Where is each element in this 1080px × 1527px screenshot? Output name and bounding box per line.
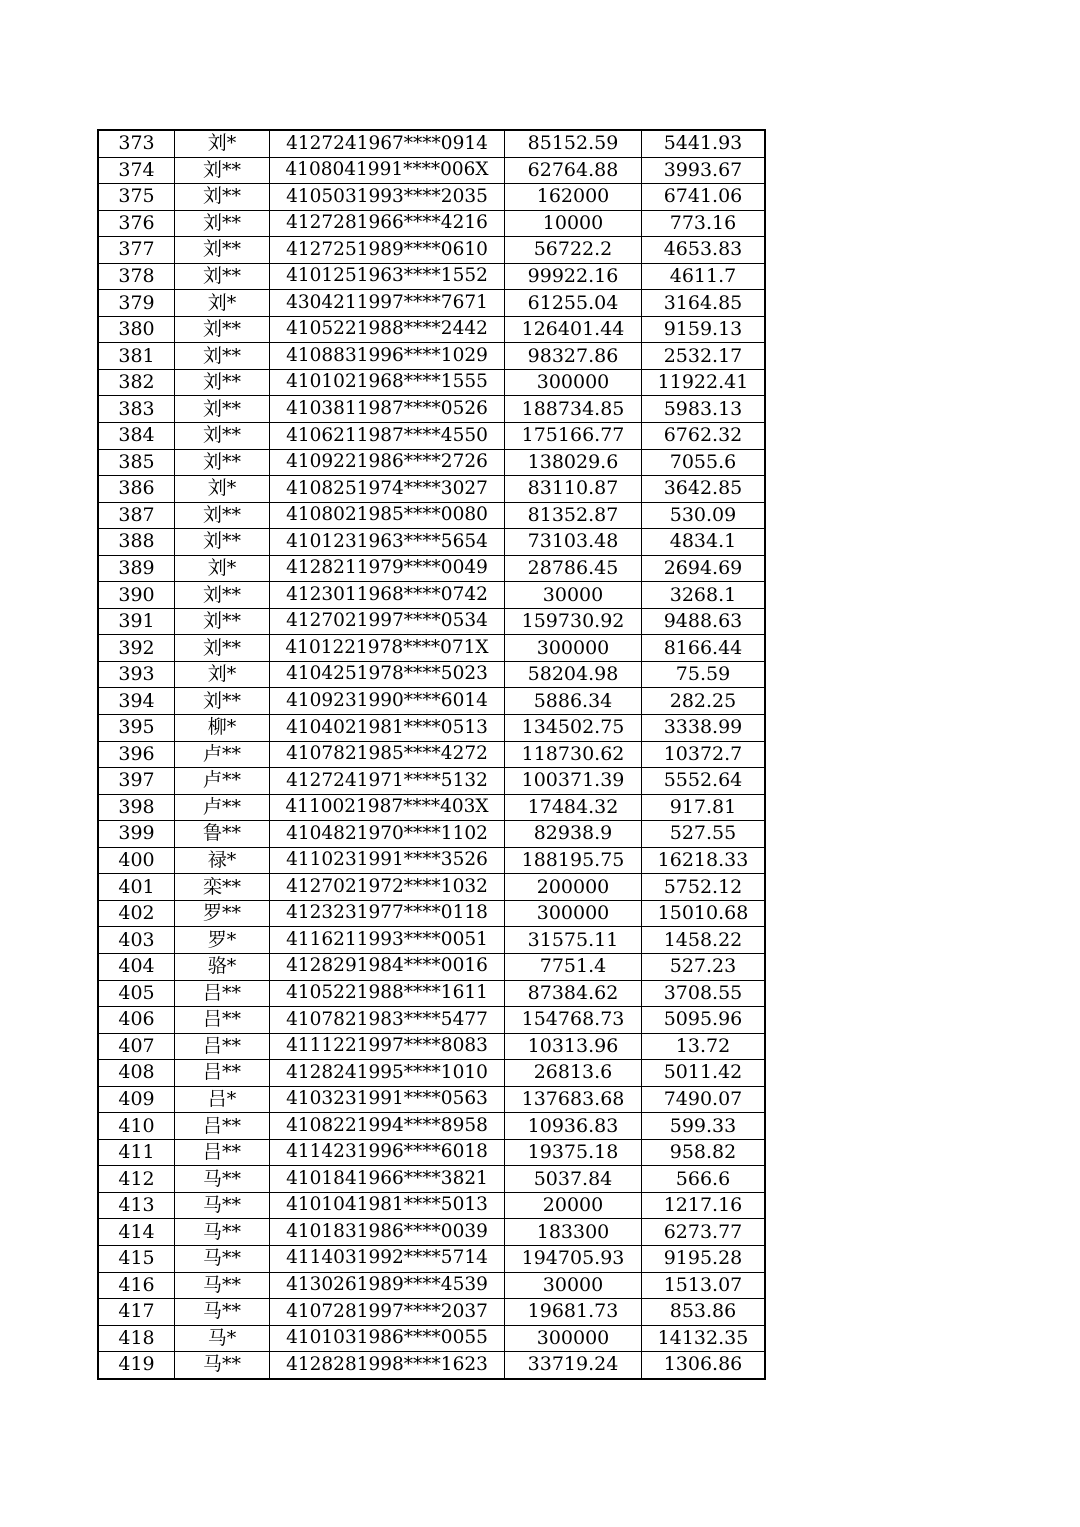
cell-index: 419 [98,1352,175,1379]
cell-value: 1513.07 [642,1272,766,1299]
cell-amount: 100371.39 [505,768,642,795]
table-row [98,1033,765,1060]
cell-index: 415 [98,1245,175,1272]
cell-id-number: 4106211987****4550 [270,423,505,450]
table-row [98,1245,765,1272]
cell-value: 4611.7 [642,263,766,290]
cell-id-number: 4104021981****0513 [270,715,505,742]
table-row [98,927,765,954]
cell-id-number: 4107281997****2037 [270,1299,505,1326]
table-row [98,874,765,901]
cell-value: 5552.64 [642,768,766,795]
cell-value: 75.59 [642,661,766,688]
cell-value: 1306.86 [642,1352,766,1379]
cell-name: 刘** [175,423,270,450]
cell-id-number: 4108221994****8958 [270,1113,505,1140]
cell-index: 386 [98,476,175,503]
table-row [98,130,765,157]
cell-value: 2532.17 [642,343,766,370]
cell-id-number: 4110231991****3526 [270,847,505,874]
cell-id-number: 4128241995****1010 [270,1060,505,1087]
cell-index: 413 [98,1192,175,1219]
cell-name: 刘** [175,316,270,343]
cell-value: 1458.22 [642,927,766,954]
cell-name: 马* [175,1325,270,1352]
cell-amount: 194705.93 [505,1245,642,1272]
cell-index: 387 [98,502,175,529]
cell-index: 411 [98,1139,175,1166]
cell-name: 马** [175,1272,270,1299]
table-row [98,237,765,264]
cell-value: 3268.1 [642,582,766,609]
table-row [98,741,765,768]
cell-index: 405 [98,980,175,1007]
cell-value: 6273.77 [642,1219,766,1246]
cell-amount: 10313.96 [505,1033,642,1060]
table-row [98,476,765,503]
cell-value: 3338.99 [642,715,766,742]
cell-index: 390 [98,582,175,609]
cell-amount: 134502.75 [505,715,642,742]
cell-value: 9488.63 [642,608,766,635]
cell-name: 吕** [175,1060,270,1087]
cell-index: 407 [98,1033,175,1060]
cell-id-number: 4127241967****0914 [270,130,505,157]
cell-amount: 300000 [505,900,642,927]
cell-amount: 61255.04 [505,290,642,317]
cell-name: 刘** [175,263,270,290]
cell-name: 柳* [175,715,270,742]
table-row [98,1325,765,1352]
cell-index: 414 [98,1219,175,1246]
cell-index: 394 [98,688,175,715]
cell-amount: 138029.6 [505,449,642,476]
cell-amount: 300000 [505,635,642,662]
cell-amount: 300000 [505,369,642,396]
table-row [98,608,765,635]
cell-value: 5011.42 [642,1060,766,1087]
cell-amount: 58204.98 [505,661,642,688]
table-row [98,449,765,476]
cell-name: 栾** [175,874,270,901]
cell-index: 396 [98,741,175,768]
cell-name: 刘** [175,210,270,237]
table-row [98,1007,765,1034]
cell-name: 刘* [175,661,270,688]
cell-value: 9195.28 [642,1245,766,1272]
cell-name: 刘** [175,343,270,370]
cell-value: 13.72 [642,1033,766,1060]
cell-id-number: 4114031992****5714 [270,1245,505,1272]
cell-id-number: 4109231990****6014 [270,688,505,715]
cell-id-number: 4107821983****5477 [270,1007,505,1034]
cell-index: 388 [98,529,175,556]
cell-id-number: 4304211997****7671 [270,290,505,317]
cell-amount: 10000 [505,210,642,237]
cell-amount: 5037.84 [505,1166,642,1193]
table-row [98,582,765,609]
cell-name: 马** [175,1299,270,1326]
table-row [98,688,765,715]
cell-id-number: 4107821985****4272 [270,741,505,768]
cell-name: 马** [175,1166,270,1193]
cell-value: 530.09 [642,502,766,529]
cell-id-number: 4108251974****3027 [270,476,505,503]
table-row [98,423,765,450]
cell-amount: 17484.32 [505,794,642,821]
table-row [98,529,765,556]
cell-value: 3993.67 [642,157,766,184]
cell-name: 刘** [175,582,270,609]
cell-name: 刘** [175,449,270,476]
cell-index: 409 [98,1086,175,1113]
cell-value: 566.6 [642,1166,766,1193]
cell-id-number: 4103231991****0563 [270,1086,505,1113]
cell-name: 骆* [175,953,270,980]
table-row [98,396,765,423]
cell-value: 11922.41 [642,369,766,396]
cell-amount: 31575.11 [505,927,642,954]
cell-amount: 99922.16 [505,263,642,290]
table-row [98,210,765,237]
cell-amount: 56722.2 [505,237,642,264]
cell-id-number: 4109221986****2726 [270,449,505,476]
table-row [98,369,765,396]
cell-amount: 118730.62 [505,741,642,768]
cell-index: 418 [98,1325,175,1352]
cell-index: 395 [98,715,175,742]
cell-amount: 126401.44 [505,316,642,343]
cell-name: 马** [175,1192,270,1219]
cell-index: 408 [98,1060,175,1087]
cell-amount: 19681.73 [505,1299,642,1326]
cell-index: 381 [98,343,175,370]
cell-value: 6741.06 [642,184,766,211]
cell-index: 402 [98,900,175,927]
cell-name: 刘** [175,184,270,211]
cell-value: 3642.85 [642,476,766,503]
cell-amount: 82938.9 [505,821,642,848]
cell-amount: 183300 [505,1219,642,1246]
cell-id-number: 4105031993****2035 [270,184,505,211]
cell-id-number: 4130261989****4539 [270,1272,505,1299]
cell-amount: 175166.77 [505,423,642,450]
cell-id-number: 4101231963****5654 [270,529,505,556]
cell-name: 卢** [175,768,270,795]
cell-id-number: 4103811987****0526 [270,396,505,423]
cell-name: 刘** [175,635,270,662]
cell-index: 412 [98,1166,175,1193]
cell-value: 2694.69 [642,555,766,582]
cell-name: 马** [175,1219,270,1246]
table-row [98,980,765,1007]
cell-index: 417 [98,1299,175,1326]
cell-id-number: 4108021985****0080 [270,502,505,529]
cell-value: 599.33 [642,1113,766,1140]
cell-id-number: 4123231977****0118 [270,900,505,927]
cell-value: 4653.83 [642,237,766,264]
cell-value: 282.25 [642,688,766,715]
table-row [98,1166,765,1193]
cell-index: 389 [98,555,175,582]
cell-index: 392 [98,635,175,662]
cell-id-number: 4104821970****1102 [270,821,505,848]
cell-amount: 85152.59 [505,130,642,157]
cell-name: 刘* [175,555,270,582]
cell-name: 罗** [175,900,270,927]
cell-name: 刘** [175,608,270,635]
cell-id-number: 4101021968****1555 [270,369,505,396]
cell-name: 吕** [175,1033,270,1060]
cell-name: 刘** [175,529,270,556]
table-row [98,555,765,582]
table-row [98,1139,765,1166]
table-row [98,715,765,742]
cell-name: 马** [175,1352,270,1379]
cell-amount: 5886.34 [505,688,642,715]
cell-amount: 162000 [505,184,642,211]
cell-index: 410 [98,1113,175,1140]
cell-amount: 188734.85 [505,396,642,423]
cell-amount: 19375.18 [505,1139,642,1166]
cell-amount: 87384.62 [505,980,642,1007]
table-row [98,900,765,927]
cell-name: 刘** [175,369,270,396]
table-row [98,661,765,688]
table-row [98,794,765,821]
cell-index: 397 [98,768,175,795]
cell-id-number: 4127251989****0610 [270,237,505,264]
cell-index: 416 [98,1272,175,1299]
cell-index: 376 [98,210,175,237]
cell-name: 吕* [175,1086,270,1113]
cell-amount: 200000 [505,874,642,901]
table-row [98,1219,765,1246]
cell-id-number: 4104251978****5023 [270,661,505,688]
cell-value: 6762.32 [642,423,766,450]
cell-id-number: 4110021987****403X [270,794,505,821]
table-row [98,1192,765,1219]
cell-index: 379 [98,290,175,317]
table-row [98,1060,765,1087]
cell-amount: 20000 [505,1192,642,1219]
cell-id-number: 4108831996****1029 [270,343,505,370]
cell-index: 380 [98,316,175,343]
cell-index: 382 [98,369,175,396]
cell-name: 刘** [175,502,270,529]
cell-amount: 62764.88 [505,157,642,184]
cell-value: 853.86 [642,1299,766,1326]
cell-value: 917.81 [642,794,766,821]
cell-amount: 81352.87 [505,502,642,529]
cell-id-number: 4116211993****0051 [270,927,505,954]
cell-value: 10372.7 [642,741,766,768]
cell-value: 1217.16 [642,1192,766,1219]
cell-name: 吕** [175,1113,270,1140]
cell-amount: 159730.92 [505,608,642,635]
cell-id-number: 4128211979****0049 [270,555,505,582]
cell-value: 958.82 [642,1139,766,1166]
cell-name: 刘* [175,476,270,503]
cell-value: 7055.6 [642,449,766,476]
cell-value: 527.55 [642,821,766,848]
cell-amount: 28786.45 [505,555,642,582]
cell-amount: 73103.48 [505,529,642,556]
cell-id-number: 4128281998****1623 [270,1352,505,1379]
table-row [98,290,765,317]
cell-index: 404 [98,953,175,980]
cell-id-number: 4114231996****6018 [270,1139,505,1166]
cell-id-number: 4101221978****071X [270,635,505,662]
table-row [98,1272,765,1299]
cell-index: 400 [98,847,175,874]
cell-id-number: 4127241971****5132 [270,768,505,795]
cell-amount: 10936.83 [505,1113,642,1140]
cell-value: 527.23 [642,953,766,980]
cell-name: 吕** [175,1007,270,1034]
cell-id-number: 4128291984****0016 [270,953,505,980]
table-row [98,502,765,529]
cell-index: 391 [98,608,175,635]
cell-index: 398 [98,794,175,821]
table-body [98,130,765,1379]
cell-id-number: 4111221997****8083 [270,1033,505,1060]
cell-name: 刘* [175,130,270,157]
cell-name: 吕** [175,1139,270,1166]
cell-name: 罗* [175,927,270,954]
cell-name: 卢** [175,741,270,768]
cell-index: 406 [98,1007,175,1034]
cell-id-number: 4108041991****006X [270,157,505,184]
cell-value: 9159.13 [642,316,766,343]
table-row [98,184,765,211]
cell-id-number: 4101031986****0055 [270,1325,505,1352]
table-row [98,821,765,848]
cell-index: 383 [98,396,175,423]
cell-name: 卢** [175,794,270,821]
cell-value: 5441.93 [642,130,766,157]
cell-name: 吕** [175,980,270,1007]
cell-name: 刘** [175,396,270,423]
cell-name: 刘** [175,157,270,184]
cell-value: 16218.33 [642,847,766,874]
cell-value: 5983.13 [642,396,766,423]
cell-id-number: 4105221988****1611 [270,980,505,1007]
cell-value: 8166.44 [642,635,766,662]
cell-name: 马** [175,1245,270,1272]
cell-amount: 137683.68 [505,1086,642,1113]
cell-amount: 26813.6 [505,1060,642,1087]
cell-id-number: 4101041981****5013 [270,1192,505,1219]
cell-name: 刘** [175,237,270,264]
cell-value: 4834.1 [642,529,766,556]
cell-index: 378 [98,263,175,290]
cell-amount: 7751.4 [505,953,642,980]
cell-index: 385 [98,449,175,476]
cell-value: 5752.12 [642,874,766,901]
cell-value: 773.16 [642,210,766,237]
cell-value: 14132.35 [642,1325,766,1352]
cell-amount: 83110.87 [505,476,642,503]
cell-index: 377 [98,237,175,264]
table-row [98,1299,765,1326]
cell-amount: 300000 [505,1325,642,1352]
cell-amount: 98327.86 [505,343,642,370]
cell-index: 373 [98,130,175,157]
table-row [98,263,765,290]
cell-value: 15010.68 [642,900,766,927]
cell-name: 刘** [175,688,270,715]
cell-index: 375 [98,184,175,211]
cell-amount: 154768.73 [505,1007,642,1034]
cell-index: 401 [98,874,175,901]
cell-id-number: 4127021972****1032 [270,874,505,901]
cell-value: 7490.07 [642,1086,766,1113]
cell-index: 374 [98,157,175,184]
table-row [98,316,765,343]
table-row [98,1113,765,1140]
cell-index: 403 [98,927,175,954]
cell-id-number: 4127021997****0534 [270,608,505,635]
data-table [97,129,766,1380]
cell-index: 384 [98,423,175,450]
cell-index: 393 [98,661,175,688]
cell-amount: 30000 [505,1272,642,1299]
cell-id-number: 4127281966****4216 [270,210,505,237]
cell-id-number: 4101841966****3821 [270,1166,505,1193]
cell-id-number: 4105221988****2442 [270,316,505,343]
cell-amount: 30000 [505,582,642,609]
table-row [98,1352,765,1379]
cell-name: 禄* [175,847,270,874]
table-row [98,768,765,795]
table-row [98,953,765,980]
cell-id-number: 4101831986****0039 [270,1219,505,1246]
table-row [98,635,765,662]
table-row [98,1086,765,1113]
table-row [98,343,765,370]
cell-value: 3708.55 [642,980,766,1007]
table-row [98,157,765,184]
cell-id-number: 4101251963****1552 [270,263,505,290]
cell-name: 刘* [175,290,270,317]
table-row [98,847,765,874]
cell-amount: 188195.75 [505,847,642,874]
cell-index: 399 [98,821,175,848]
cell-value: 3164.85 [642,290,766,317]
cell-amount: 33719.24 [505,1352,642,1379]
cell-name: 鲁** [175,821,270,848]
cell-id-number: 4123011968****0742 [270,582,505,609]
cell-value: 5095.96 [642,1007,766,1034]
